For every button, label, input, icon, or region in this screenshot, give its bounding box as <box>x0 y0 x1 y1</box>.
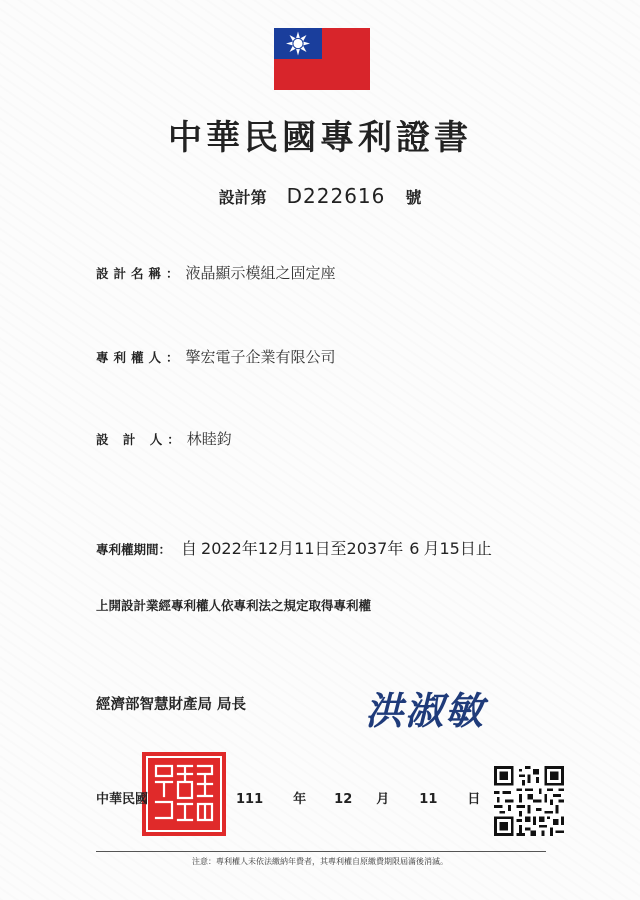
designer-label: 設 計 人： <box>96 432 185 447</box>
number-prefix: 設計第 <box>218 188 267 207</box>
design-name-label: 設計名稱： <box>96 266 184 281</box>
footer-divider <box>96 851 546 852</box>
issue-date <box>96 788 480 807</box>
director-signature: 洪淑敏 <box>365 688 486 733</box>
footnote: 注意：專利權人未依法繳納年費者，其專利權自原繳費期限屆滿後消滅。 <box>192 857 448 866</box>
term-to-word: 至 <box>330 539 347 558</box>
patentee-value: 擎宏電子企業有限公司 <box>185 348 336 366</box>
patentee-label: 專利權人： <box>96 350 184 365</box>
grant-statement: 上開設計業經專利權人依專利法之規定取得專利權 <box>96 598 372 613</box>
issue-date-era: 中華民國 <box>96 792 149 807</box>
patent-number: D222616 <box>286 184 386 208</box>
term-label: 專利權期間： <box>96 542 172 557</box>
term-from-day: 11 <box>294 539 315 558</box>
term-from-day-word: 日 <box>314 539 331 558</box>
term-to-month-word: 月 <box>423 539 440 558</box>
term-from-year: 2022 <box>201 539 242 558</box>
design-name-field <box>96 262 336 283</box>
number-suffix: 號 <box>405 188 422 207</box>
issue-date-month: 12 <box>334 792 353 807</box>
designer-value: 林睦鈞 <box>186 430 232 448</box>
issue-date-year-word: 年 <box>293 792 307 807</box>
term-from-month: 12 <box>257 539 279 558</box>
national-flag-icon <box>274 28 370 90</box>
designer-field <box>96 428 232 449</box>
certificate-title: 中華民國專利證書 <box>168 118 472 158</box>
issue-date-year: 111 <box>236 792 264 807</box>
term-from-month-word: 月 <box>278 539 295 558</box>
patent-term <box>96 536 492 559</box>
term-to-month: 6 <box>409 539 420 558</box>
issue-date-day: 11 <box>419 792 438 807</box>
issuer-title: 經濟部智慧財產局 局長 <box>96 697 247 713</box>
certificate-number-line <box>0 184 640 208</box>
term-end-word: 止 <box>475 539 492 558</box>
design-name-value: 液晶顯示模組之固定座 <box>185 264 336 282</box>
patentee-field <box>96 346 336 367</box>
term-to-year-word: 年 <box>387 539 404 558</box>
qr-code-icon <box>494 766 564 836</box>
issue-date-day-word: 日 <box>467 792 481 807</box>
term-to-year: 2037 <box>346 539 388 558</box>
issue-date-month-word: 月 <box>376 792 390 807</box>
term-to-day-word: 日 <box>459 539 476 558</box>
term-from-year-word: 年 <box>241 539 258 558</box>
term-from-word: 自 <box>181 539 198 558</box>
term-to-day: 15 <box>439 539 460 558</box>
